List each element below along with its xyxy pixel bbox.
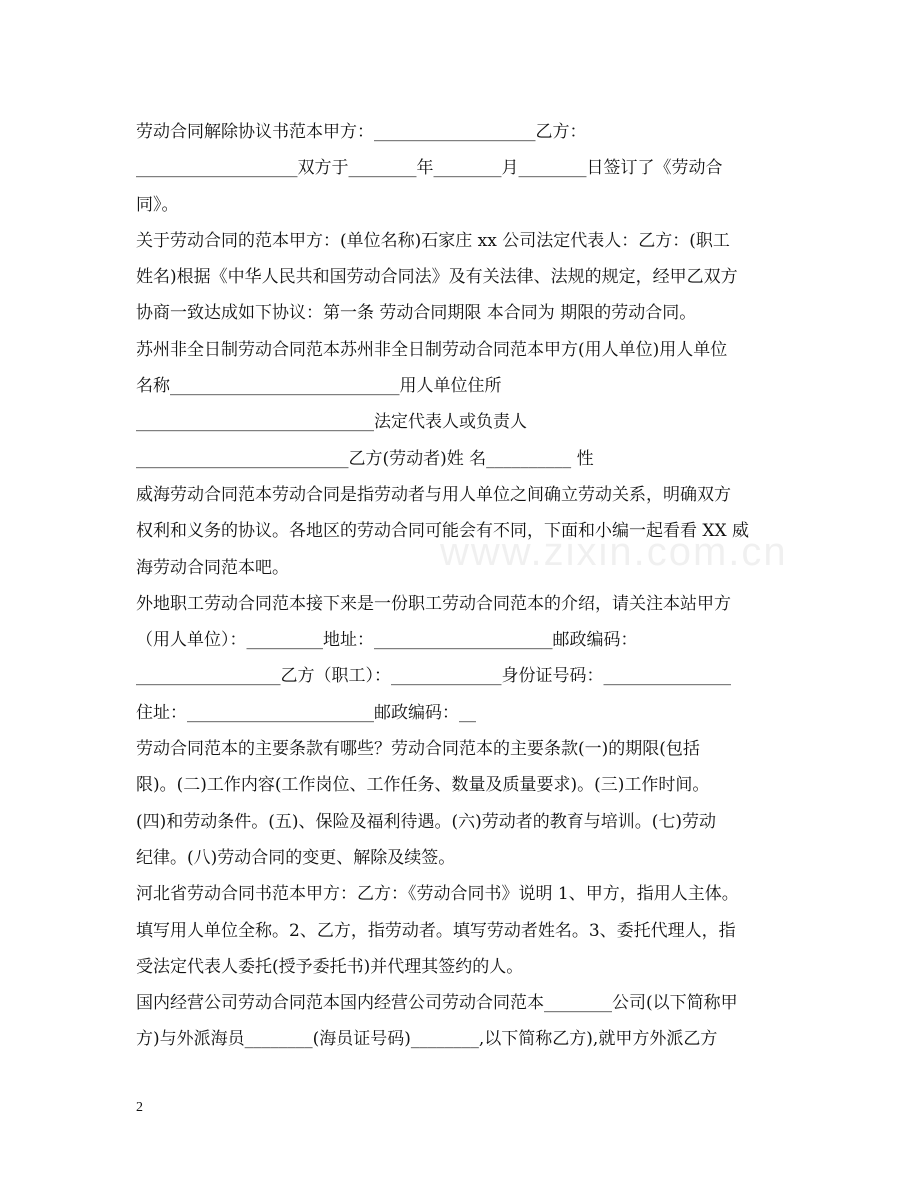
text-line: _________________________乙方(劳动者)姓 名__________ 性 [136,448,594,469]
text-line: 国内经营公司劳动合同范本国内经营公司劳动合同范本________公司(以下简称甲 [136,993,738,1014]
text-line: 劳动合同范本的主要条款有哪些？劳动合同范本的主要条款(一)的期限(包括 [136,739,700,760]
text-line: 名称___________________________用人单位住所 [136,376,502,397]
page-number: 2 [136,1100,143,1115]
document-body [136,114,786,1058]
text-line: 受法定代表人委托(授予委托书)并代理其签约的人。 [136,956,524,977]
text-line: _________________乙方（职工）：_____________身份证号码：_______________ [136,666,731,687]
text-line: 威海劳动合同范本劳动合同是指劳动者与用人单位之间确立劳动关系，明确双方 [136,484,731,505]
text-line: 协商一致达成如下协议：第一条 劳动合同期限 本合同为 期限的劳动合同。 [136,303,697,324]
text-line: （用人单位）：_________地址：_____________________邮政编码： [136,630,638,651]
text-line: ___________________双方于________年________月________日签订了《劳动合 [136,158,723,179]
text-line: 住址：______________________邮政编码：__ [136,702,476,723]
text-line: 海劳动合同范本吧。 [136,557,289,578]
text-line: 填写用人单位全称。2、乙方，指劳动者。填写劳动者姓名。3、委托代理人，指 [136,920,736,941]
watermark: www.zixin.com.cn [440,530,788,574]
text-line: 苏州非全日制劳动合同范本苏州非全日制劳动合同范本甲方(用人单位)用人单位 [136,339,728,360]
text-line: 关于劳动合同的范本甲方：(单位名称)石家庄 xx 公司法定代表人：乙方：(职工 [136,230,730,251]
text-line: 限)。(二)工作内容(工作岗位、工作任务、数量及质量要求)。(三)工作时间。 [136,775,710,796]
text-line: 方)与外派海员________(海员证号码)________,以下简称乙方),就甲方外派乙方 [136,1029,718,1050]
text-line: 外地职工劳动合同范本接下来是一份职工劳动合同范本的介绍，请关注本站甲方 [136,593,731,614]
text-line: (四)和劳动条件。(五)、保险及福利待遇。(六)劳动者的教育与培训。(七)劳动 [136,811,717,832]
text-line: 河北省劳动合同书范本甲方：乙方：《劳动合同书》说明 1、甲方，指用人主体。 [136,884,739,905]
text-line: 权利和义务的协议。各地区的劳动合同可能会有不同，下面和小编一起看看 XX 威 [136,521,750,542]
text-line: 同》。 [136,194,179,215]
text-line: 纪律。(八)劳动合同的变更、解除及续签。 [136,847,456,868]
text-line: 劳动合同解除协议书范本甲方：___________________乙方： [136,122,587,142]
text-line: 姓名)根据《中华人民共和国劳动合同法》及有关法律、法规的规定，经甲乙双方 [136,267,738,288]
text-line: ____________________________法定代表人或负责人 [136,412,527,433]
